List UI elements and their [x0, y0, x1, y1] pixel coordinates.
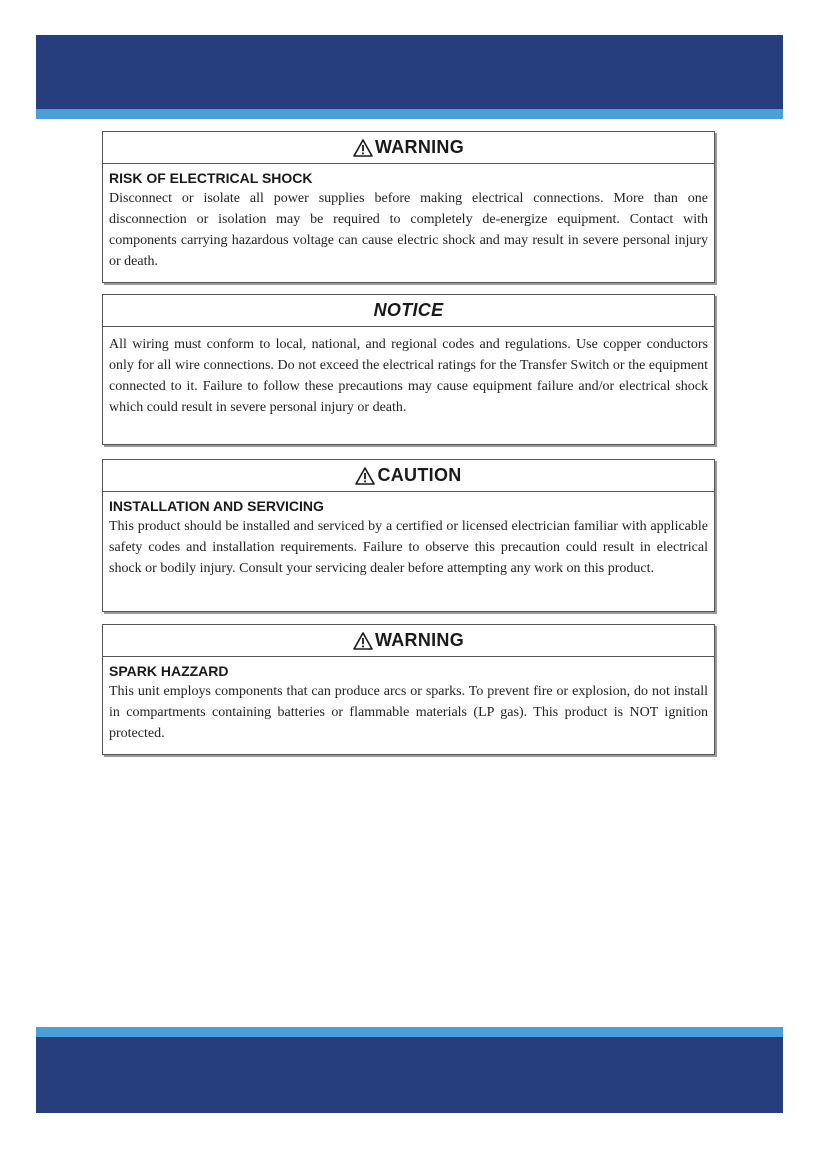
warning-box-electrical-shock	[102, 131, 715, 283]
notice-heading	[103, 132, 714, 164]
notice-box-wiring	[102, 294, 715, 445]
notice-heading	[103, 295, 714, 327]
notice-text: This product should be installed and serviced by a certified or licensed electrician familiar with applicable safety codes and installation requirements. Failure to observe this precaution could result in electrical shock or bodily injury. Consult your servicing dealer before attempting any work on this product.	[109, 519, 708, 576]
notice-heading-label: NOTICE	[373, 300, 444, 320]
notice-text: This unit employs components that can produce arcs or sparks. To prevent fire or explosion, do not install in compartments containing batteries or flammable materials (LP gas). This product is NOT ignition protected.	[109, 684, 708, 741]
notice-heading-label: WARNING	[374, 630, 465, 650]
footer-band	[36, 1037, 783, 1113]
notice-subheading: RISK OF ELECTRICAL SHOCK	[109, 170, 313, 186]
notice-heading	[103, 625, 714, 657]
notice-heading-label: WARNING	[374, 137, 465, 157]
caution-box-installation	[102, 459, 715, 612]
warning-box-spark-hazard	[102, 624, 715, 755]
header-stripe	[36, 109, 783, 119]
warning-triangle-icon	[353, 139, 373, 157]
notice-heading	[103, 460, 714, 492]
notice-heading-label: CAUTION	[377, 465, 462, 485]
warning-triangle-icon	[355, 467, 375, 485]
warning-triangle-icon	[353, 632, 373, 650]
header-band	[36, 35, 783, 109]
notice-text: All wiring must conform to local, national, and regional codes and regulations. Use copper conductors only for all wire connections. Do not exceed the electrical ratings for the Transfer Switch or the equipment connected to it. Failure to follow these precautions may cause equipment failure and/or electrical shock which could result in severe personal injury or death.	[109, 337, 708, 415]
footer-stripe	[36, 1027, 783, 1037]
notice-subheading: SPARK HAZZARD	[109, 663, 229, 679]
notice-text: Disconnect or isolate all power supplies before making electrical connections. More than one disconnection or isolation may be required to completely de-energize equipment. Contact with components carrying hazardous voltage can cause electric shock and may result in severe personal injury or death.	[109, 191, 708, 269]
notice-subheading: INSTALLATION AND SERVICING	[109, 498, 324, 514]
